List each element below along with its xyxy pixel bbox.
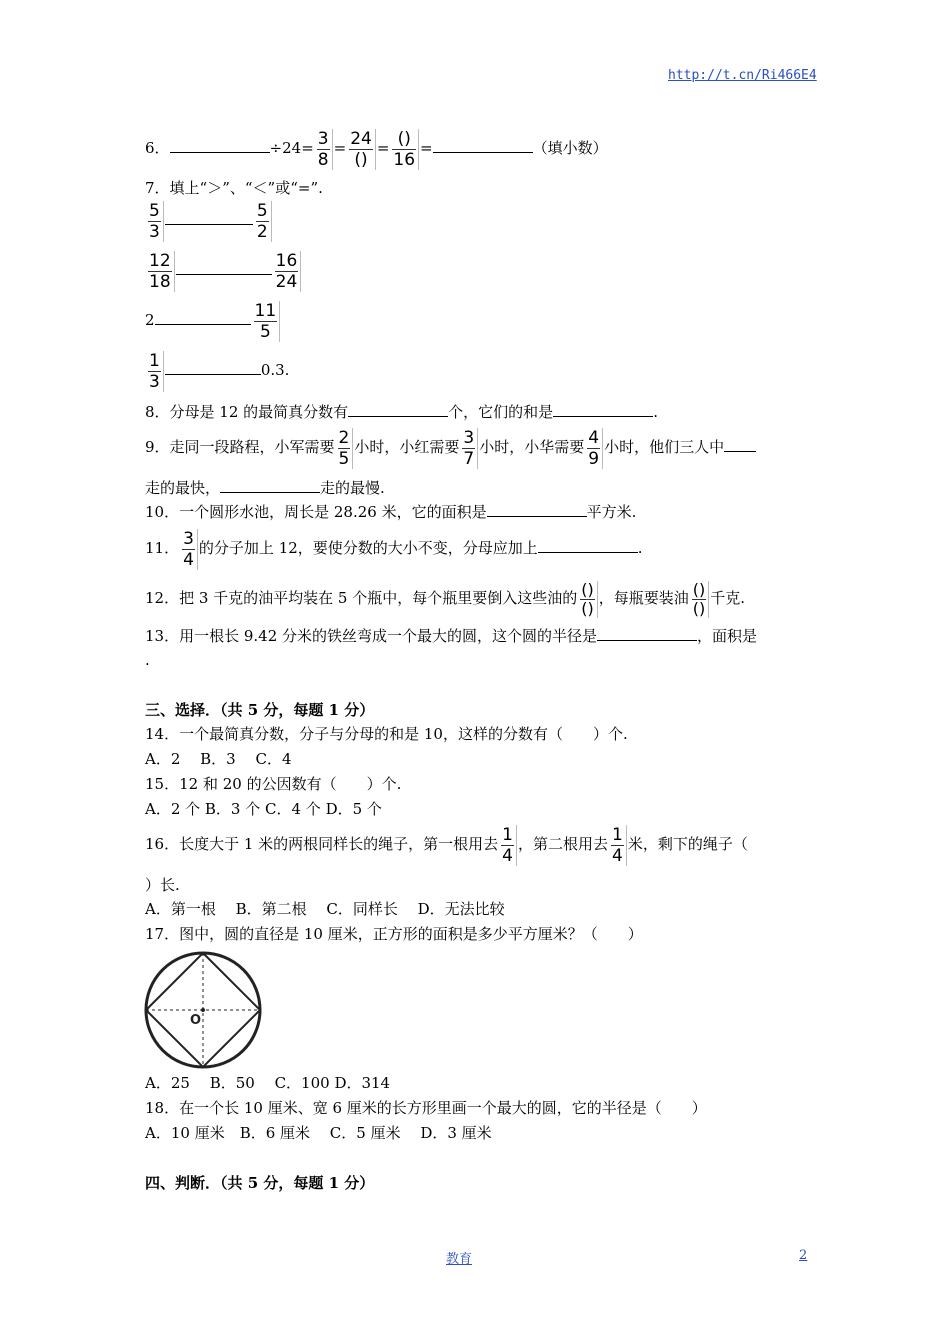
question-11: 11． $\frac{3}{4}$ 的分子加上 12，要使分数的大小不变，分母应加上 . — [145, 528, 643, 570]
q11-blank — [538, 538, 638, 553]
q6-hint: （填小数） — [532, 139, 608, 157]
header-url-link[interactable]: http://t.cn/Ri466E4 — [668, 68, 817, 83]
q7-r4-left-fraction: $\frac{1}{3}$ — [146, 351, 164, 392]
question-13: 13．用一根长 9.42 分米的铁丝弯成一个最大的圆，这个圆的半径是 ，面积是 — [145, 627, 758, 645]
section-4-title: 四、判断．（共 5 分，每题 1 分） — [145, 1174, 375, 1192]
q13-blank — [597, 626, 697, 641]
q17-options: A．25 B．50 C．100 D．314 — [145, 1074, 391, 1092]
q7-r2-blank — [176, 260, 272, 275]
q14-options: A．2 B．3 C．4 — [145, 750, 292, 768]
q13-end: . — [145, 651, 150, 669]
q6-fraction-1: $\frac{3}{8}$ — [315, 129, 333, 170]
question-12: 12．把 3 千克的油平均装在 5 个瓶中，每个瓶里要倒入这些油的 $\frac{()}{()}$ ，每瓶要装油 $\frac{()}{()}$ 千克. — [145, 579, 746, 618]
q6-blank-2 — [433, 138, 533, 153]
question-15: 15．12 和 20 的公因数有（ ）个. — [145, 775, 402, 793]
question-8: 8．分母是 12 的最简真分数有 个，它们的和是 . — [145, 403, 658, 421]
question-9: 9．走同一段路程，小军需要 $\frac{2}{5}$ 小时，小红需要 $\frac{3}{7}$ 小时，小华需要 $\frac{4}{9}$ 小时，他们三人中 — [145, 425, 756, 469]
q8-blank-2 — [553, 402, 653, 417]
q6-eq-2: = — [376, 139, 390, 157]
q7-row-1 — [145, 200, 273, 242]
circle-square-figure — [143, 950, 263, 1070]
q9-blank-1 — [724, 437, 756, 452]
figure-center-dot — [201, 1008, 205, 1012]
q6-eq-3: = — [420, 139, 433, 157]
figure-center-label: O — [190, 1013, 202, 1028]
question-6 — [145, 128, 608, 170]
question-17: 17．图中，圆的直径是 10 厘米，正方形的面积是多少平方厘米？（ ） — [145, 925, 643, 943]
question-18: 18．在一个长 10 厘米、宽 6 厘米的长方形里画一个最大的圆，它的半径是（ ） — [145, 1099, 707, 1117]
q7-row-3 — [145, 300, 281, 342]
q6-blank-1 — [170, 138, 270, 153]
q8-blank-1 — [348, 402, 448, 417]
q12-fraction-1: $\frac{()}{()}$ — [578, 581, 597, 618]
q7-r4-blank — [165, 360, 261, 375]
q7-r2-right-fraction: $\frac{16}{24}$ — [273, 251, 302, 292]
q7-row-2 — [145, 250, 302, 292]
q9-blank-2 — [220, 478, 320, 493]
q7-r1-left-fraction: $\frac{5}{3}$ — [146, 201, 164, 242]
q9-fraction-3: $\frac{4}{9}$ — [585, 428, 603, 469]
q7-r4-right: 0.3. — [260, 361, 290, 379]
footer-page-number[interactable]: 2 — [799, 1248, 808, 1263]
q16-options: A．第一根 B．第二根 C．同样长 D．无法比较 — [145, 900, 505, 918]
q16-cont: ）长. — [145, 876, 180, 894]
q7-r1-right-fraction: $\frac{5}{2}$ — [254, 201, 272, 242]
q7-r3-right-fraction: $\frac{11}{5}$ — [252, 301, 281, 342]
q9-fraction-2: $\frac{3}{7}$ — [460, 428, 478, 469]
q9-fraction-1: $\frac{2}{5}$ — [336, 428, 354, 469]
q7-r1-blank — [165, 210, 253, 225]
q7-r3-blank — [155, 310, 251, 325]
question-14: 14．一个最简真分数，分子与分母的和是 10，这样的分数有（ ）个. — [145, 725, 628, 743]
q7-r2-left-fraction: $\frac{12}{18}$ — [146, 251, 175, 292]
footer-center-link[interactable]: 教育 — [446, 1252, 473, 1267]
question-16: 16．长度大于 1 米的两根同样长的绳子，第一根用去 $\frac{1}{4}$ ，第二根用去 $\frac{1}{4}$ 米，剩下的绳子（ — [145, 824, 748, 866]
q6-fraction-3: $\frac{()}{16}$ — [390, 129, 419, 170]
question-9-cont: 走的最快， 走的最慢. — [145, 479, 385, 497]
section-3-title: 三、选择．（共 5 分，每题 1 分） — [145, 701, 375, 719]
q6-div: ÷24= — [269, 139, 314, 157]
q6-eq-1: = — [333, 139, 347, 157]
q7-row-4 — [145, 350, 289, 392]
q15-options: A．2 个 B．3 个 C．4 个 D．5 个 — [145, 800, 382, 818]
q16-fraction-1: $\frac{1}{4}$ — [499, 825, 517, 866]
q16-fraction-2: $\frac{1}{4}$ — [609, 825, 627, 866]
question-10: 10．一个圆形水池，周长是 28.26 米，它的面积是 平方米. — [145, 503, 637, 521]
q6-fraction-2: $\frac{24}{()}$ — [347, 129, 376, 170]
question-7-title: 7．填上“＞”、“＜”或“=”. — [145, 179, 323, 197]
q10-blank — [487, 502, 587, 517]
q18-options: A．10 厘米 B．6 厘米 C．5 厘米 D．3 厘米 — [145, 1124, 492, 1142]
q7-r3-left: 2 — [145, 311, 155, 329]
q12-fraction-2: $\frac{()}{()}$ — [690, 581, 709, 618]
q11-fraction: $\frac{3}{4}$ — [180, 529, 198, 570]
q6-number: 6． — [145, 139, 170, 157]
